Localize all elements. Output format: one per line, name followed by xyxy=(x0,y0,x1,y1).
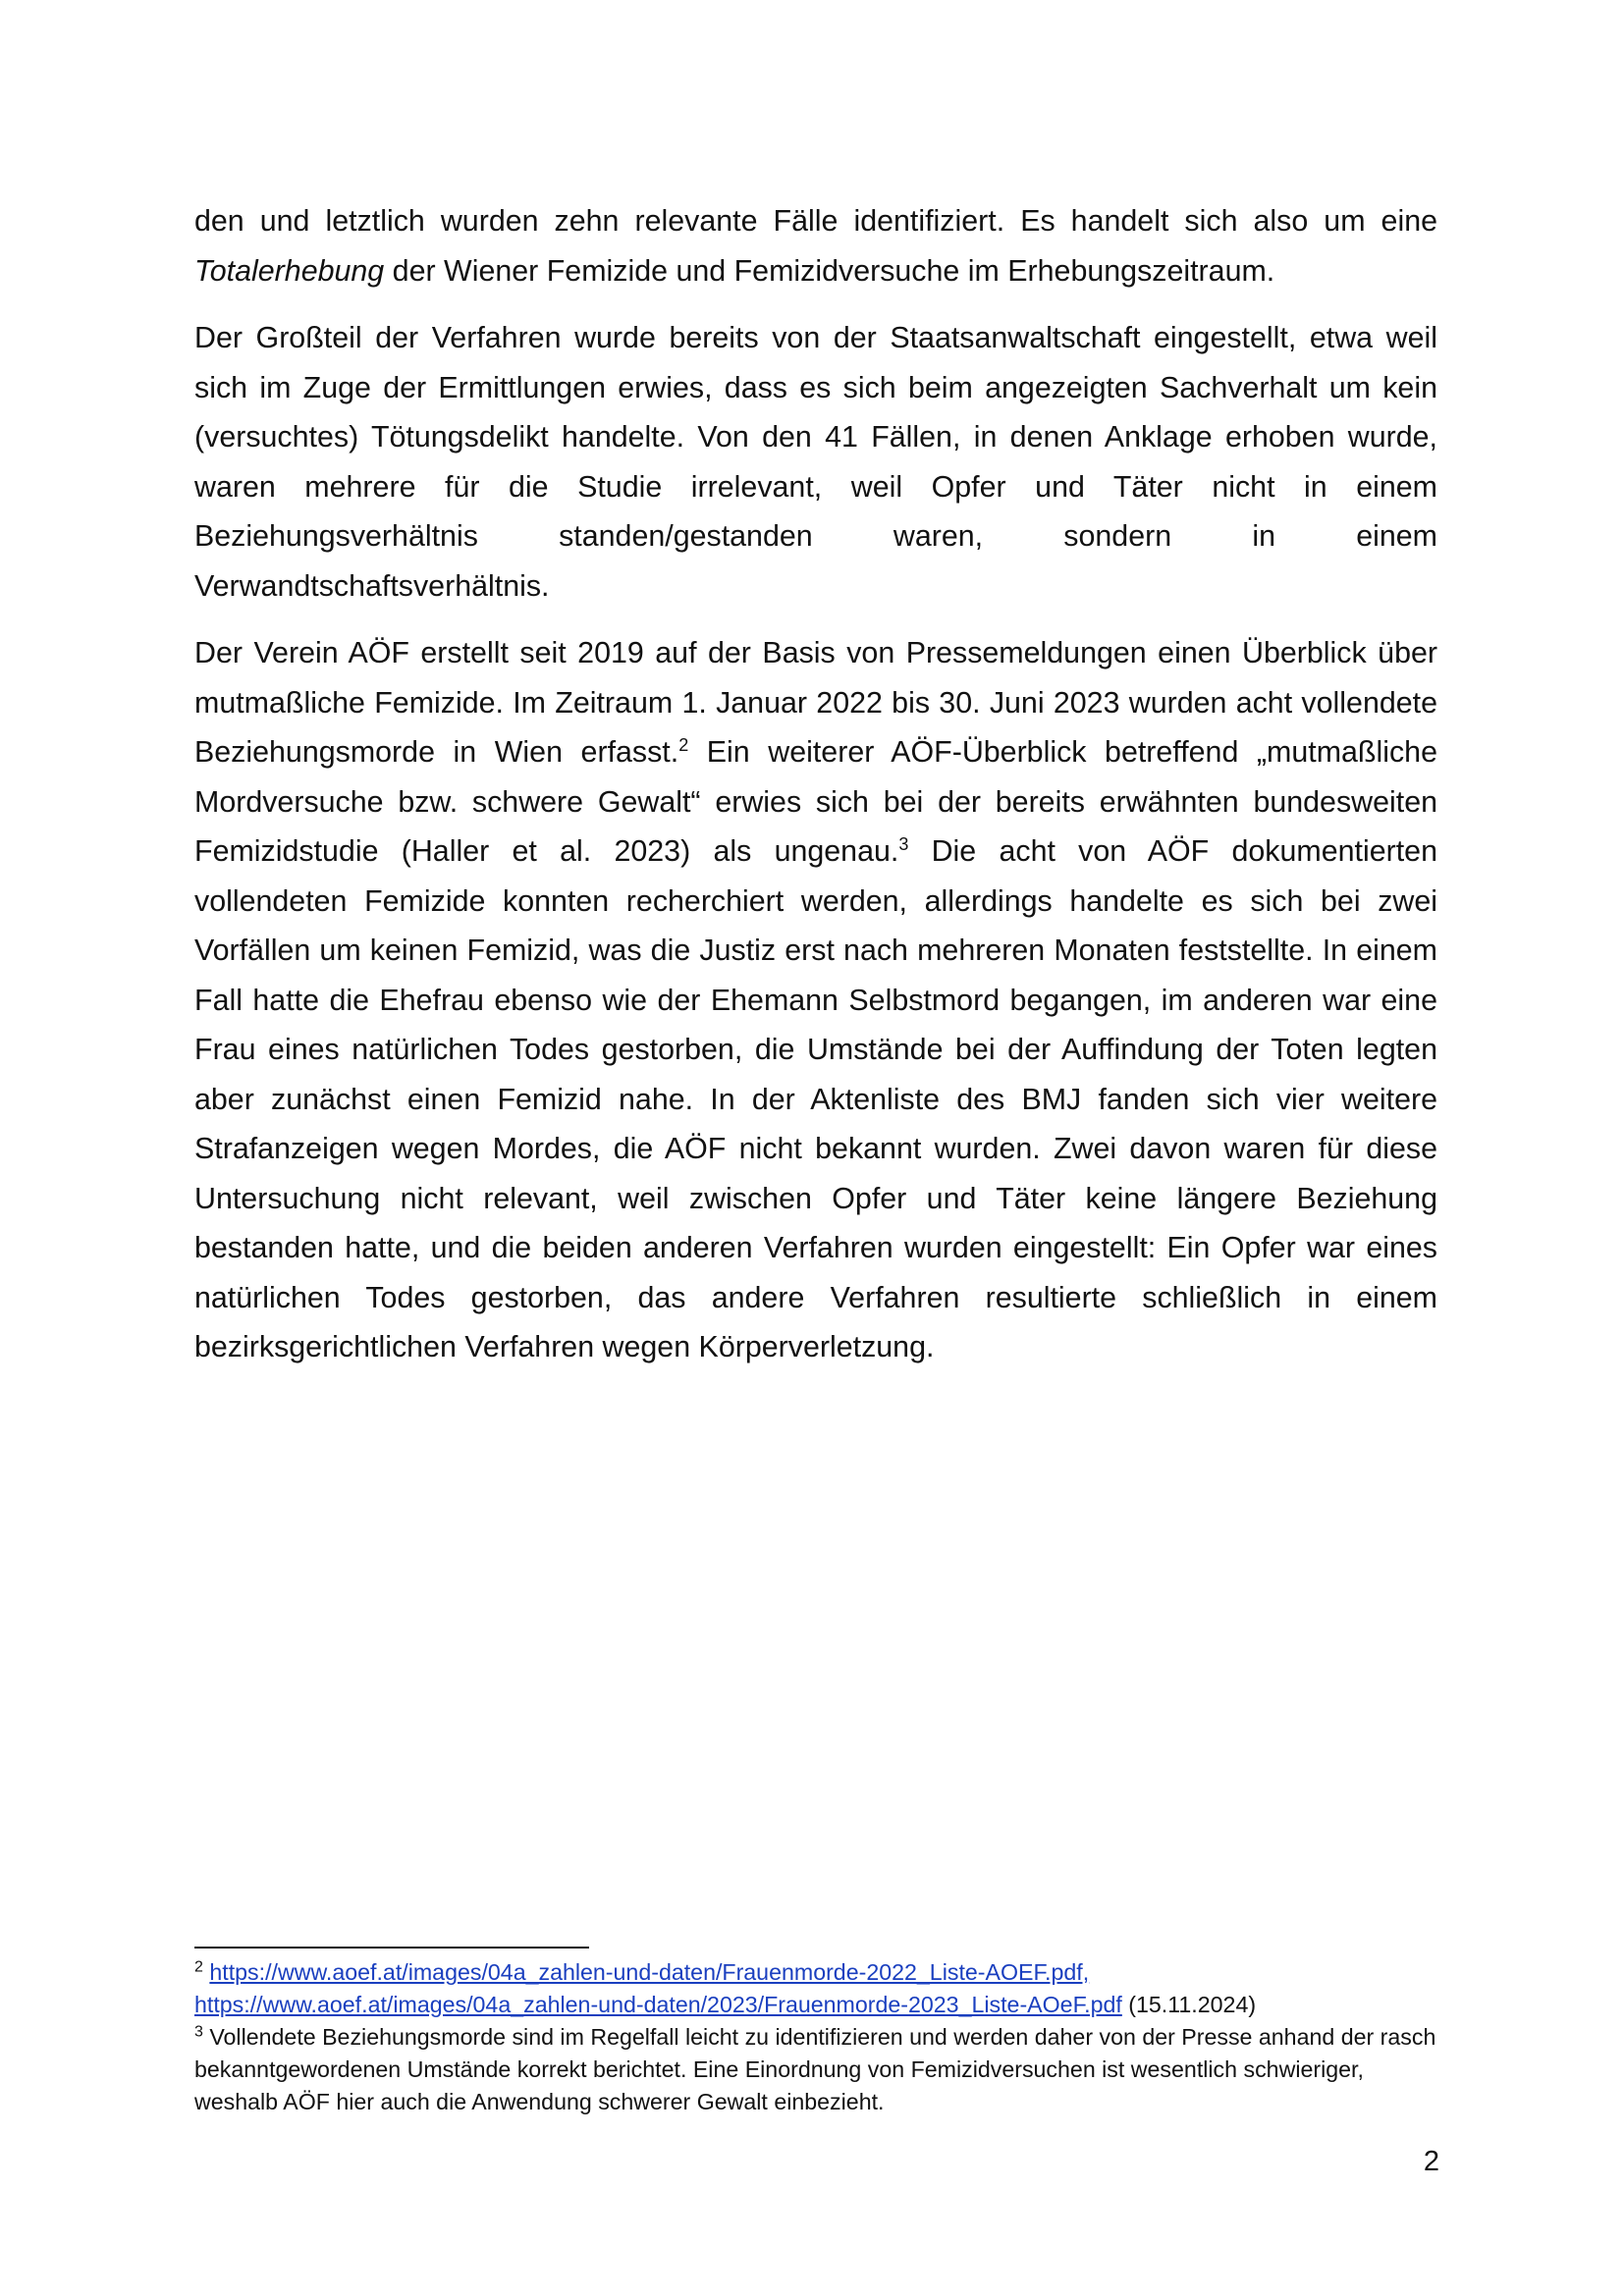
paragraph-3-part-1: Der Verein AÖF erstellt seit 2019 auf der Basis von Pressemeldungen einen Überblick über mutmaßliche Femizide. Im Zeitraum 1. Januar 2022 bis 30. Juni 2023 wurden acht vollendete Beziehungsmorde in Wien erfasst. xyxy=(194,636,1437,769)
paragraph-2 xyxy=(194,313,1437,611)
footnotes xyxy=(194,1956,1437,2118)
paragraph-2-text: Der Großteil der Verfahren wurde bereits von der Staatsanwaltschaft eingestellt, etwa weil sich im Zuge der Ermittlungen erwies, dass es sich beim angezeigten Sachverhalt um kein (versuchtes) Tötungsdelikt handelte. Von den 41 Fällen, in denen Anklage erhoben wurde, waren mehrere für die Studie irrelevant, weil Opfer und Täter nicht in einem Beziehungsverhältnis standen/gestanden waren, sondern in einem Verwandtschaftsverhältnis. xyxy=(194,321,1437,603)
paragraph-1-tail: der Wiener Femizide und Femizidversuche im Erhebungszeitraum. xyxy=(384,253,1275,288)
footnote-2-link-2023[interactable]: https://www.aoef.at/images/04a_zahlen-und-daten/2023/Frauenmorde-2023_Liste-AOeF.pdf xyxy=(194,1992,1122,2017)
footnote-2 xyxy=(194,1956,1437,2021)
paragraph-3-part-2: Ein weiterer AÖF-Überblick betreffend „mutmaßliche Mordversuche bzw. schwere Gewalt“ erwies sich bei der bereits erwähnten bundesweiten Femizidstudie (Haller et al. 2023) als ungenau. xyxy=(194,735,1437,868)
footnote-2-date: (15.11.2024) xyxy=(1121,1992,1257,2017)
main-text xyxy=(194,196,1437,1390)
footnote-ref-3[interactable]: 3 xyxy=(898,833,909,854)
paragraph-3-part-3: Die acht von AÖF dokumentierten vollendeten Femizide konnten recherchiert werden, allerdings handelte es sich bei zwei Vorfällen um keinen Femizid, was die Justiz erst nach mehreren Monaten feststellte. In einem Fall hatte die Ehefrau ebenso wie der Ehemann Selbstmord begangen, im anderen war eine Frau eines natürlichen Todes gestorben, die Umstände bei der Auffindung der Toten legten aber zunächst einen Femizid nahe. In der Aktenliste des BMJ fanden sich vier weitere Strafanzeigen wegen Mordes, die AÖF nicht bekannt wurden. Zwei davon waren für diese Untersuchung nicht relevant, weil zwischen Opfer und Täter keine längere Beziehung bestanden hatte, und die beiden anderen Verfahren wurden eingestellt: Ein Opfer war eines natürlichen Todes gestorben, das andere Verfahren resultierte schließlich in einem bezirksgerichtlichen Verfahren wegen Körperverletzung. xyxy=(194,834,1437,1363)
footnote-3-number: 3 xyxy=(194,2023,203,2041)
footnote-ref-2[interactable]: 2 xyxy=(678,734,689,755)
paragraph-3 xyxy=(194,628,1437,1372)
page-number: 2 xyxy=(1423,2146,1439,2177)
footnote-separator xyxy=(194,1947,589,1949)
emphasis-totalerhebung: Totalerhebung xyxy=(194,253,385,288)
paragraph-1 xyxy=(194,196,1437,295)
footnote-2-link-2022[interactable]: https://www.aoef.at/images/04a_zahlen-und-daten/Frauenmorde-2022_Liste-AOEF.pdf, xyxy=(209,1959,1090,1985)
footnote-3 xyxy=(194,2021,1437,2118)
footnote-3-text: Vollendete Beziehungsmorde sind im Regelfall leicht zu identifizieren und werden daher von der Presse anhand der rasch bekanntgewordenen Umstände korrekt berichtet. Eine Einordnung von Femizidversuchen ist wesentlich schwieriger, weshalb AÖF hier auch die Anwendung schwerer Gewalt einbezieht. xyxy=(194,2024,1436,2114)
paragraph-1-lead: den und letztlich wurden zehn relevante Fälle identifiziert. Es handelt sich also um eine xyxy=(194,204,1437,238)
footnote-2-number: 2 xyxy=(194,1958,203,1976)
